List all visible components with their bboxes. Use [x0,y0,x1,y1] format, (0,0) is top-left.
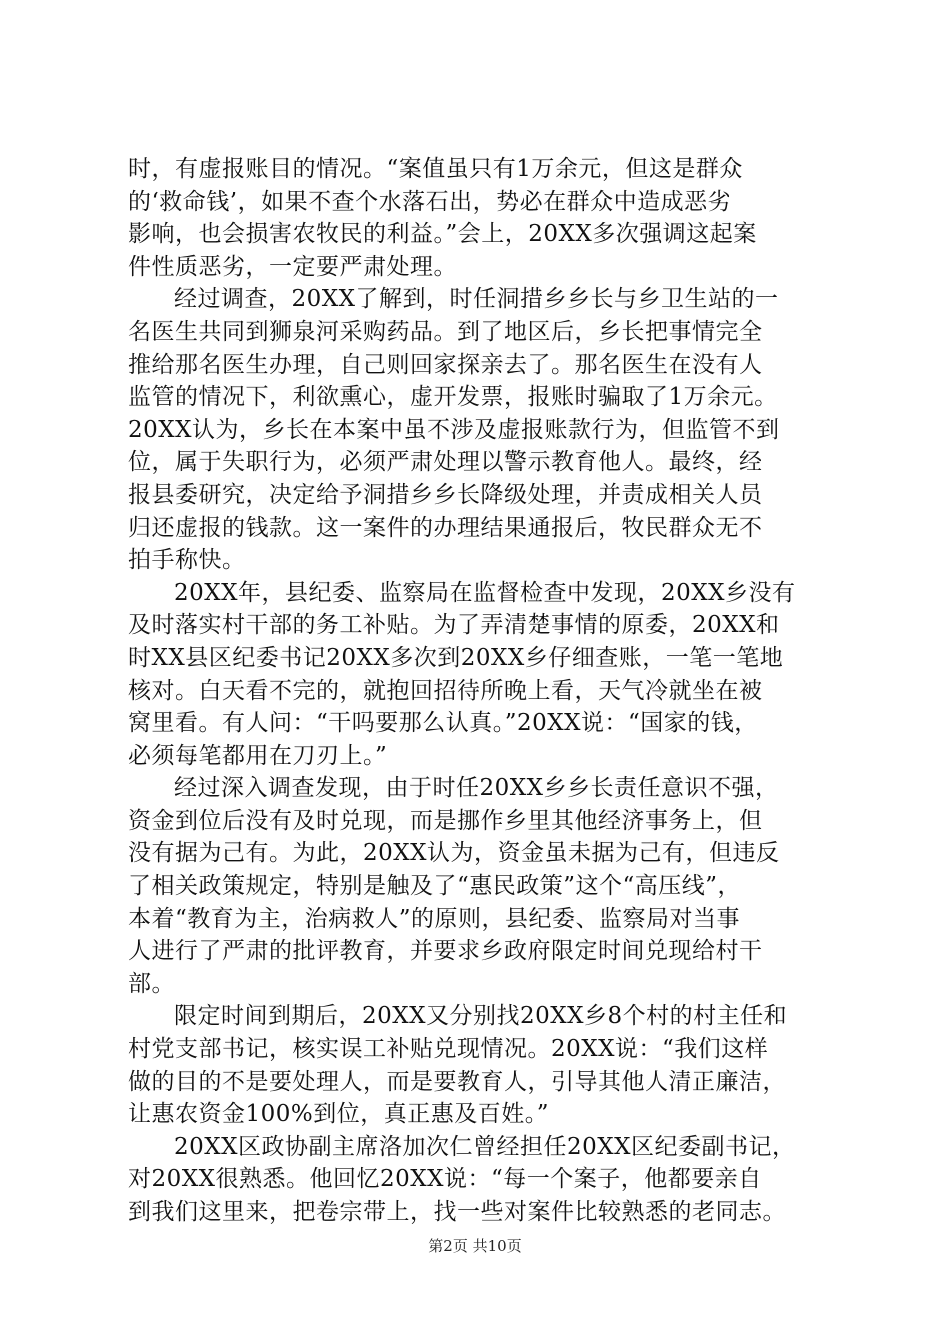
text-line: 时，有虚报账目的情况。“案值虽只有1万余元，但这是群众 [128,156,743,182]
text-line: 核对。白天看不完的，就抱回招待所晚上看，天气冷就坐在被 [128,677,763,704]
text-line: 没有据为己有。为此，20XX认为，资金虽未据为己有，但违反 [128,840,780,867]
text-line: 影响，也会损害农牧民的利益。”会上，20XX多次强调这起案 [128,221,757,248]
text-line: 资金到位后没有及时兑现，而是挪作乡里其他经济事务上，但 [128,807,763,834]
text-line: 及时落实村干部的务工补贴。为了弄清楚事情的原委，20XX和 [128,612,780,639]
text-line: 20XX认为，乡长在本案中虽不涉及虚报账款行为，但监管不到 [128,416,780,443]
text-line: 件性质恶劣，一定要严肃处理。 [128,253,457,280]
text-line: 到我们这里来，把卷宗带上，找一些对案件比较熟悉的老同志。 [128,1199,786,1225]
paragraph-start-line: 20XX区政协副主席洛加次仁曾经担任20XX区纪委副书记， [174,1133,796,1160]
text-line: 人进行了严肃的批评教育，并要求乡政府限定时间兑现给村干 [128,938,763,965]
text-line: 做的目的不是要处理人，而是要教育人，引导其他人清正廉洁， [128,1068,786,1095]
paragraph-start-line: 20XX年，县纪委、监察局在监督检查中发现，20XX乡没有 [174,579,796,606]
text-line: 窝里看。有人问：“干吗要那么认真。”20XX说：“国家的钱， [128,710,758,737]
text-line: 位，属于失职行为，必须严肃处理以警示教育他人。最终，经 [128,449,763,476]
text-line: 的‘救命钱’，如果不查个水落石出，势必在群众中造成恶劣 [128,188,732,215]
text-line: 时XX县区纪委书记20XX多次到20XX乡仔细查账，一笔一笔地 [128,644,784,671]
text-line: 让惠农资金100%到位，真正惠及百姓。” [128,1101,550,1128]
text-line: 对20XX很熟悉。他回忆20XX说：“每一个案子，他都要亲自 [128,1166,762,1193]
paragraph-start-line: 经过深入调查发现，由于时任20XX乡乡长责任意识不强， [174,775,779,802]
paragraph-start-line: 限定时间到期后，20XX又分别找20XX乡8个村的村主任和 [174,1003,788,1030]
page-number-footer: 第2页 共10页 [428,1237,522,1255]
text-line: 必须每笔都用在刀刃上。” [128,742,388,769]
text-line: 监管的情况下，利欲熏心，虚开发票，报账时骗取了1万余元。 [128,384,778,411]
text-line: 了相关政策规定，特别是触及了“惠民政策”这个“高压线”， [128,873,742,900]
paragraph-start-line: 经过调查，20XX了解到，时任洞措乡乡长与乡卫生站的一 [174,286,779,313]
text-line: 报县委研究，决定给予洞措乡乡长降级处理，并责成相关人员 [128,481,763,508]
text-line: 名医生共同到狮泉河采购药品。到了地区后，乡长把事情完全 [128,318,763,345]
text-line: 拍手称快。 [128,547,246,574]
text-line: 部。 [128,970,175,997]
text-line: 本着“教育为主，治病救人”的原则，县纪委、监察局对当事 [128,905,741,932]
body-text [128,153,828,1229]
text-line: 推给那名医生办理，自己则回家探亲去了。那名医生在没有人 [128,351,763,378]
text-line: 归还虚报的钱款。这一案件的办理结果通报后，牧民群众无不 [128,514,763,541]
text-line: 村党支部书记，核实误工补贴兑现情况。20XX说：“我们这样 [128,1036,769,1063]
